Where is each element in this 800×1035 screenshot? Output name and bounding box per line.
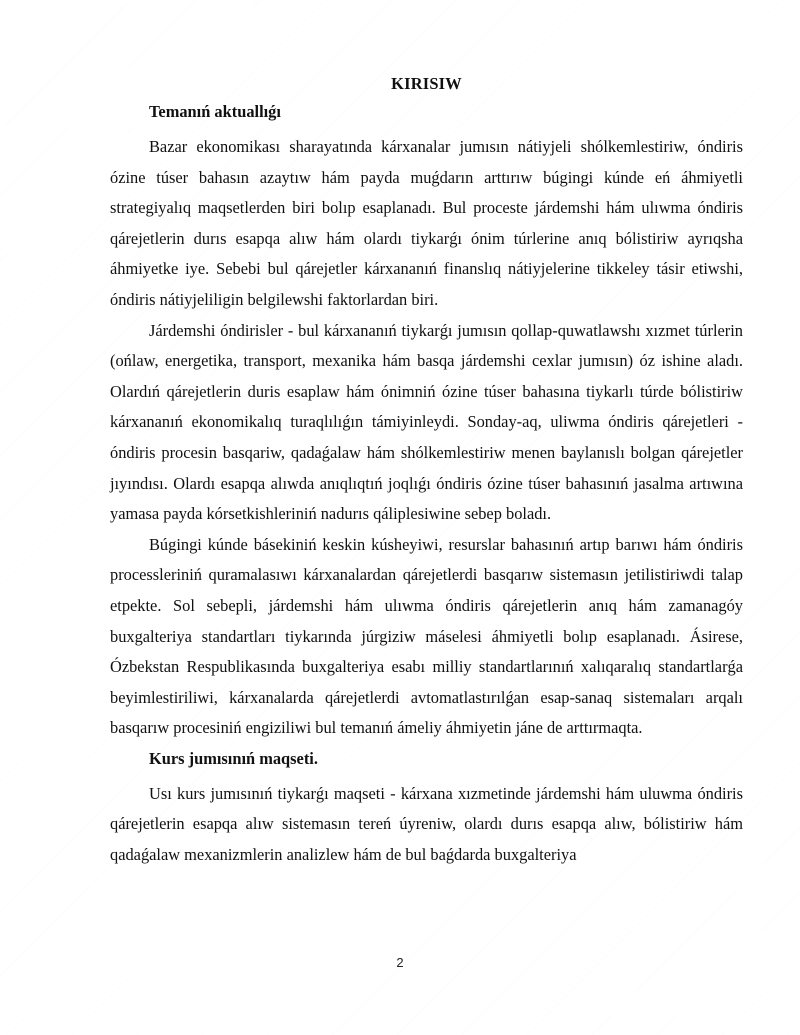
paragraph: Bazar ekonomikası sharayatında kárxanalar jumısın nátiyjeli shólkemlestiriw, óndiris ózine túser bahasın azaytıw hám payda muǵdarın arttırıw búgingi kúnde eń áhmiyetli strategiyalıq maqsetlerden biri bolıp esaplanadı. Bul proceste járdemshi hám ulıwma óndiris qárejetlerin durıs esapqa alıw hám olardı tiykarǵı ónim túrlerine anıq bólistiriw ayrıqsha áhmiyetke iye. Sebebi bul qárejetler kárxananıń finanslıq nátiyjelerine tikkeley tásir etiwshi, óndiris nátiyjeliligin belgilewshi faktorlardan biri. (110, 137, 743, 309)
page-number: 2 (396, 955, 404, 970)
paragraph: Járdemshi óndirisler - bul kárxananıń tiykarǵı jumısın qollap-quwatlawshı xızmet túrlerin (ońlaw, energetika, transport, mexanika hám basqa járdemshi cexlar jumısın) óz ishine aladı. Olardıń qárejetlerin duris esaplaw hám ónimniń ózine túser bahasına tiykarlı túrde bólistiriw kárxananıń ekonomikalıq turaqlılıǵın támiyinleydi. Sonday-aq, uliwma óndiris qárejetleri - óndiris procesin basqariw, qadaǵalaw hám shólkemlestiriw menen baylanıslı bolgan qárejetler jıyındısı. Olardı esapqa alıwda anıqlıqtıń joqlıǵı óndiris ózine túser bahasınıń jasalma artıwına yamasa payda kórsetkishleriniń nadurıs qáliplesiwine sebep boladı. (110, 320, 743, 524)
paragraph: Usı kurs jumısınıń tiykarǵı maqseti - kárxana xızmetinde járdemshi hám uluwma óndiris qárejetlerin esapqa alıw sistemasın tereń úyreniw, olardı durıs esapqa alıw, bólistiriw hám qadaǵalaw mexanizmlerin analizlew hám de bul baǵdarda buxgalteriya (110, 783, 743, 865)
section-heading-goal: Kurs jumısınıń maqseti. (149, 748, 318, 768)
paragraph: Búgingi kúnde básekiniń keskin kúsheyiwi, resurslar bahasınıń artıp barıwı hám óndiris processleriniń quramalasıwı kárxanalardan qárejetlerdi basqarıw sistemasın jetilistiriwdi talap etpekte. Sol sebepli, járdemshi hám ulıwma óndiris qárejetlerin anıq hám zamanagóy buxgalteriya standartları tiykarında júrgiziw máselesi áhmiyetli bolıp esaplanadı. Ásirese, Ózbekstan Respublikasında buxgalteriya esabı milliy standartlarınıń xalıqaralıq standartlarǵa beyimlestiriliwi, kárxanalarda qárejetlerdi avtomatlastırılǵan esap-sanaq sistemaları arqalı basqarıw procesiniń engiziliwi bul temanıń ámeliy áhmiyetin jáne de arttırmaqta. (110, 534, 743, 738)
document-page (110, 62, 743, 871)
section-heading-relevance: Temanıń aktuallıǵı (149, 102, 281, 121)
document-title: KIRISIW (391, 74, 462, 93)
